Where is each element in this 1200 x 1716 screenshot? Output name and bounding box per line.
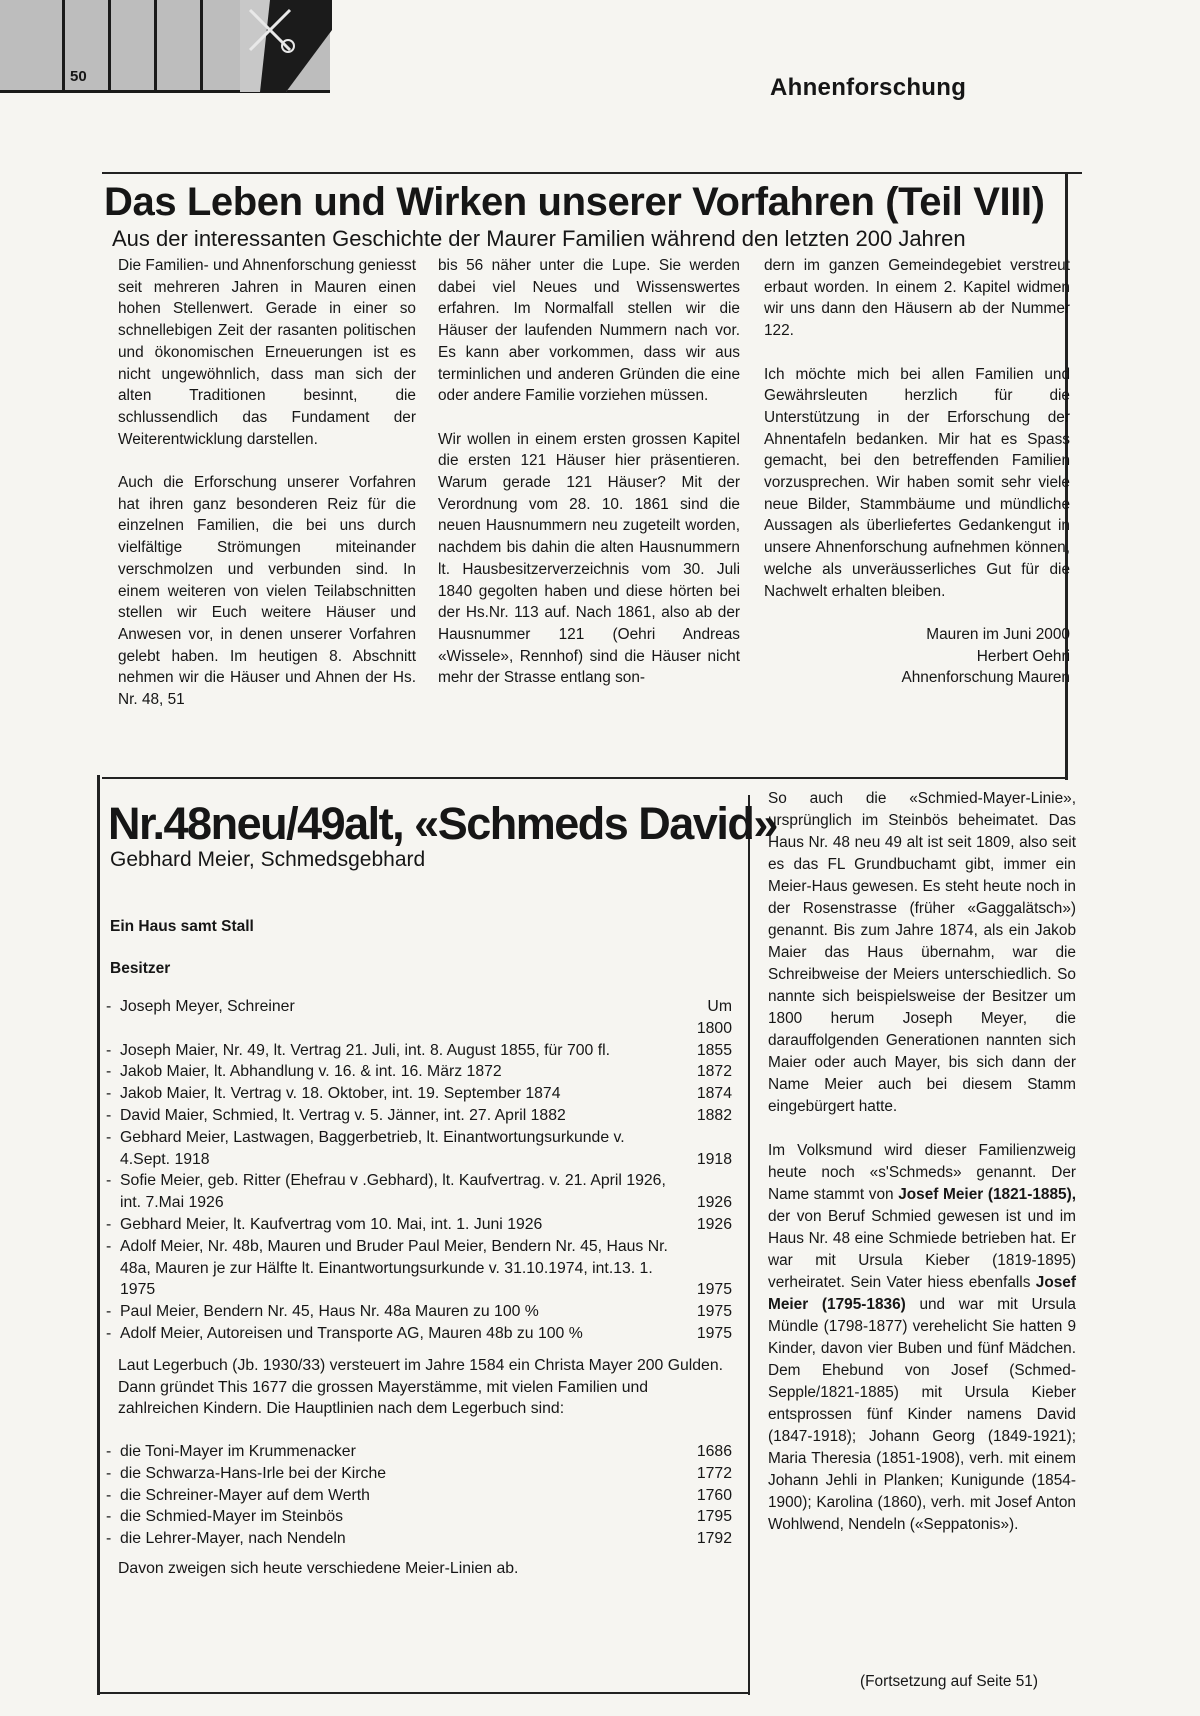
owner-year: 1872 — [696, 1063, 732, 1081]
signature-block — [764, 624, 1070, 689]
legerbuch-paragraph: Laut Legerbuch (Jb. 1930/33) versteuert im Jahre 1584 ein Christa Mayer 200 Gulden. Dann gründet This 1677 die grossen Mayerstämme, mit vielen Familien und zahlreichen Kindern. Die Hauptlinien nach dem Legerbuch sind: — [118, 1357, 724, 1418]
owner-text: Adolf Meier, Autoreisen und Transporte AG, Mauren 48b zu 100 % — [120, 1324, 583, 1342]
lineage-row: - die Toni-Mayer im Krummenacker 1686 — [106, 1441, 732, 1463]
coat-of-arms-icon — [240, 0, 332, 92]
lineage-year: 1792 — [696, 1530, 732, 1548]
text-span: und war mit Ursula Mündle (1798-1877) verehelicht Sie hatten 9 Kinder, davon vier Buben und fünf Mädchen. Dem Ehebund von Josef (Schmed-Sepple/1821-1885) mit Ursula Kieber entsprossen fünf Kinder namens David (1847-1918); Johann Georg (1849-1921); Maria Theresia (1851-1908), verh. mit einem Johann Jehli in Planken; Kunigunde (1854-1900); Karolina (1860), verh. mit Josef Anton Wohlwend, Nendeln («Seppatonis»). — [768, 1296, 1076, 1533]
lineage-text: die Lehrer-Mayer, nach Nendeln — [120, 1530, 346, 1548]
header-divider — [108, 0, 111, 92]
owner-row: - Gebhard Meier, lt. Kaufvertrag vom 10. Mai, int. 1. Juni 1926 1926 — [106, 1214, 732, 1236]
owner-year: 1882 — [696, 1106, 732, 1124]
owner-list — [106, 996, 732, 1345]
lineage-text: die Schreiner-Mayer auf dem Werth — [120, 1486, 370, 1504]
article-title: Nr.48neu/49alt, «Schmeds David» — [108, 798, 777, 849]
owner-year: Um 1800 — [696, 998, 732, 1037]
owner-row: - Adolf Meier, Autoreisen und Transporte AG, Mauren 48b zu 100 % 1975 — [106, 1323, 732, 1345]
owner-year: 1926 — [696, 1194, 732, 1212]
owner-text: Joseph Meyer, Schreiner — [120, 998, 295, 1015]
lineage-year: 1760 — [696, 1486, 732, 1504]
person-name: Josef Meier (1795-1836) — [768, 1274, 1076, 1313]
owner-row: - Gebhard Meier, Lastwagen, Baggerbetrieb, lt. Einantwortungsurkunde v. 4.Sept. 1918 1918 — [106, 1127, 732, 1171]
lineage-year: 1772 — [696, 1464, 732, 1482]
main-headline: Das Leben und Wirken unserer Vorfahren (Teil VIII) — [104, 180, 1045, 224]
lineage-year: 1686 — [696, 1443, 732, 1460]
text-span: Im Volksmund wird dieser Familienzweig heute noch «s'Schmeds» genannt. Der Name stammt von — [768, 1142, 1076, 1203]
lineage-text: die Toni-Mayer im Krummenacker — [120, 1443, 356, 1460]
lineage-text: die Schmied-Mayer im Steinbös — [120, 1508, 343, 1526]
owner-row: - Jakob Maier, lt. Abhandlung v. 16. & int. 16. März 1872 1872 — [106, 1061, 732, 1083]
right-paragraph-1: So auch die «Schmied-Mayer-Linie», ursprünglich im Steinbös beheimatet. Das Haus Nr. 48 neu 49 alt ist seit 1809, also seit es das FL Grundbuchamt gibt, immer ein Meier-Haus gewesen. Es steht heute noch in der Rosenstrasse (früher «Gaggalätsch») genannt. Bis zum Jahre 1874, als ein Jakob Maier das Haus übernahm, war die Schreibweise der Meiers unterschiedlich. So nannte sich beispielsweise der Besitzer um 1800 herum Joseph Meyer, die darauffolgenden Generationen nannten sich Maier oder auch Mayer, bis sich dann der Name Meier auch bei diesem Stamm eingebürgert hatte. — [768, 790, 1076, 1115]
owner-text: Joseph Maier, Nr. 49, lt. Vertrag 21. Juli, int. 8. August 1855, für 700 fl. — [120, 1041, 610, 1059]
signature-place-date: Mauren im Juni 2000 — [926, 625, 1070, 643]
intro-top-rule — [102, 172, 1082, 174]
owner-row: - Paul Meier, Bendern Nr. 45, Haus Nr. 48a Mauren zu 100 % 1975 — [106, 1301, 732, 1323]
owner-year: 1874 — [696, 1085, 732, 1103]
section-title: Ahnenforschung — [770, 74, 967, 101]
owner-text: Gebhard Meier, lt. Kaufvertrag vom 10. Mai, int. 1. Juni 1926 — [120, 1215, 543, 1233]
intro-paragraph: bis 56 näher unter die Lupe. Sie werden dabei viel Neues und Wissenswertes erfahren. Im Normalfall stellen wir die Häuser der laufenden Nummern nach vor. Es kann aber vorkommen, dass wir aus terminlichen und anderen Gründen die eine oder andere Familie vorziehen müssen. — [438, 257, 740, 405]
continuation-note: (Fortsetzung auf Seite 51) — [860, 1673, 1038, 1690]
intro-paragraph: Ich möchte mich bei allen Familien und Gewährsleuten herzlich für die Unterstützung in der Erforschung der Ahnentafeln bedanken. Mir hat es Spass gemacht, bei den betreffenden Familien vorzusprechen. Wir haben somit sehr viele neue Bilder, Stammbäume und mündliche Aussagen als überliefertes Gedankengut in unsere Ahnenforschung aufnehmen können, welche als unveräusserliches Gut für die Nachwelt erhalten bleiben. — [764, 365, 1070, 600]
owner-year: 1926 — [696, 1215, 732, 1233]
closing-paragraph: Davon zweigen sich heute verschiedene Meier-Linien ab. — [118, 1560, 519, 1577]
intro-paragraph: Wir wollen in einem ersten grossen Kapitel die ersten 121 Häuser hier präsentieren. Warum gerade 121 Häuser? Mit der Verordnung vom 28. 10. 1861 sind die neuen Hausnummern neu zugeteilt worden, nachdem bis dahin die alten Hausnummern lt. Hausbesitzerverzeichnis vom 30. Juli 1840 gegolten haben und diese hörten bei der Hs.Nr. 113 auf. Nach 1861, also ab der Hausnummer 121 (Oehri Andreas «Wissele», Rennhof) sind die Häuser nicht mehr der Strasse entlang son- — [438, 430, 740, 687]
owners-heading: Besitzer — [110, 960, 171, 977]
article-subtitle: Gebhard Meier, Schmedsgebhard — [110, 848, 426, 871]
owner-text: David Maier, Schmied, lt. Vertrag v. 5. Jänner, int. 27. April 1882 — [120, 1106, 566, 1124]
header-divider — [200, 0, 203, 92]
owner-year: 1975 — [696, 1281, 732, 1299]
owner-year: 1975 — [696, 1303, 732, 1321]
lineage-row: - die Schreiner-Mayer auf dem Werth 1760 — [106, 1485, 732, 1507]
owner-row: - David Maier, Schmied, lt. Vertrag v. 5. Jänner, int. 27. April 1882 1882 — [106, 1105, 732, 1127]
lineage-row: - die Lehrer-Mayer, nach Nendeln 1792 — [106, 1528, 732, 1550]
owner-text: Jakob Maier, lt. Abhandlung v. 16. & int. 16. März 1872 — [120, 1063, 502, 1081]
subheadline: Aus der interessanten Geschichte der Maurer Familien während den letzten 200 Jahren — [112, 226, 966, 251]
intro-column-2 — [438, 255, 740, 711]
lineage-year: 1795 — [696, 1508, 732, 1526]
article-bottom-rule — [97, 1692, 750, 1694]
article-left-rule — [97, 775, 100, 1695]
owner-text: Jakob Maier, lt. Vertrag v. 18. Oktober, int. 19. September 1874 — [120, 1085, 561, 1103]
owner-text: Adolf Meier, Nr. 48b, Mauren und Bruder Paul Meier, Bendern Nr. 45, Haus Nr. 48a, Mauren je zur Hälfte lt. Einantwortungsurkunde v. 31.10.1974, int.13. 1. 1975 — [120, 1237, 668, 1299]
owner-row: - Sofie Meier, geb. Ritter (Ehefrau v .Gebhard), lt. Kaufvertrag. v. 21. April 1926, int. 7.Mai 1926 1926 — [106, 1170, 732, 1214]
person-name: Josef Meier (1821-1885), — [898, 1186, 1076, 1203]
header-divider — [62, 0, 65, 92]
house-heading: Ein Haus samt Stall — [110, 918, 254, 935]
owner-row: - Adolf Meier, Nr. 48b, Mauren und Bruder Paul Meier, Bendern Nr. 45, Haus Nr. 48a, Mauren je zur Hälfte lt. Einantwortungsurkunde v. 31.10.1974, int.13. 1. 1975 1975 — [106, 1236, 732, 1301]
owner-year: 1855 — [696, 1041, 732, 1059]
owner-row: - Joseph Meyer, Schreiner Um 1800 — [106, 996, 732, 1040]
owner-text: Paul Meier, Bendern Nr. 45, Haus Nr. 48a Mauren zu 100 % — [120, 1303, 539, 1321]
owner-row: - Jakob Maier, lt. Vertrag v. 18. Oktober, int. 19. September 1874 1874 — [106, 1083, 732, 1105]
article-right-rule — [748, 795, 750, 1695]
intro-column-1 — [118, 255, 416, 732]
right-paragraph-2 — [768, 1140, 1076, 1536]
intro-paragraph: Die Familien- und Ahnenforschung geniesst seit mehreren Jahren in Mauren einen hohen Stellenwert. Gerade in einer so schnellebigen Zeit der rasanten politischen und ökonomischen Erneuerungen ist es nicht ungewöhnlich, dass man sich der alten Traditionen besinnt, die schlussendlich das Fundament der Weiterentwicklung darstellen. — [118, 257, 416, 448]
intro-column-3 — [764, 255, 1070, 689]
lineage-row: - die Schwarza-Hans-Irle bei der Kirche 1772 — [106, 1463, 732, 1485]
owner-row: - Joseph Maier, Nr. 49, lt. Vertrag 21. Juli, int. 8. August 1855, für 700 fl. 1855 — [106, 1040, 732, 1062]
text-span: der von Beruf Schmied gewesen ist und im Haus Nr. 48 eine Schmiede betrieben hat. Er war mit Ursula Kieber (1819-1895) verheiratet. Sein Vater hiess ebenfalls — [768, 1208, 1076, 1291]
intro-paragraph: Auch die Erforschung unserer Vorfahren hat ihren ganz besonderen Reiz für die einzelnen Familien, die bei uns durch vielfältige Strömungen miteinander verschmolzen und verbunden sind. In einem weiteren von vielen Teilabschnitten stellen wir Euch weitere Häuser und Anwesen vor, in denen unserer Vorfahren gelebt haben. Im heutigen 8. Abschnitt nehmen wir die Häuser und Ahnen der Hs. Nr. 48, 51 — [118, 474, 416, 709]
intro-paragraph: dern im ganzen Gemeindegebiet verstreut erbaut worden. In einem 2. Kapitel widmen wir uns dann den Häusern ab der Nummer 122. — [764, 257, 1070, 340]
owner-text: Gebhard Meier, Lastwagen, Baggerbetrieb, lt. Einantwortungsurkunde v. 4.Sept. 1918 — [120, 1128, 625, 1168]
right-column — [768, 788, 1076, 1558]
signature-org: Ahnenforschung Mauren — [901, 669, 1070, 687]
lineage-list — [106, 1441, 732, 1550]
owner-year: 1975 — [696, 1324, 732, 1342]
lineage-row: - die Schmied-Mayer im Steinbös 1795 — [106, 1506, 732, 1528]
signature-author: Herbert Oehri — [976, 647, 1070, 665]
intro-bottom-rule — [102, 777, 1068, 779]
lineage-text: die Schwarza-Hans-Irle bei der Kirche — [120, 1464, 387, 1482]
owner-year: 1918 — [696, 1150, 732, 1168]
owner-text: Sofie Meier, geb. Ritter (Ehefrau v .Gebhard), lt. Kaufvertrag. v. 21. April 1926, int. 7.Mai 1926 — [120, 1172, 666, 1212]
header-divider — [154, 0, 157, 92]
page-number: 50 — [70, 68, 87, 85]
